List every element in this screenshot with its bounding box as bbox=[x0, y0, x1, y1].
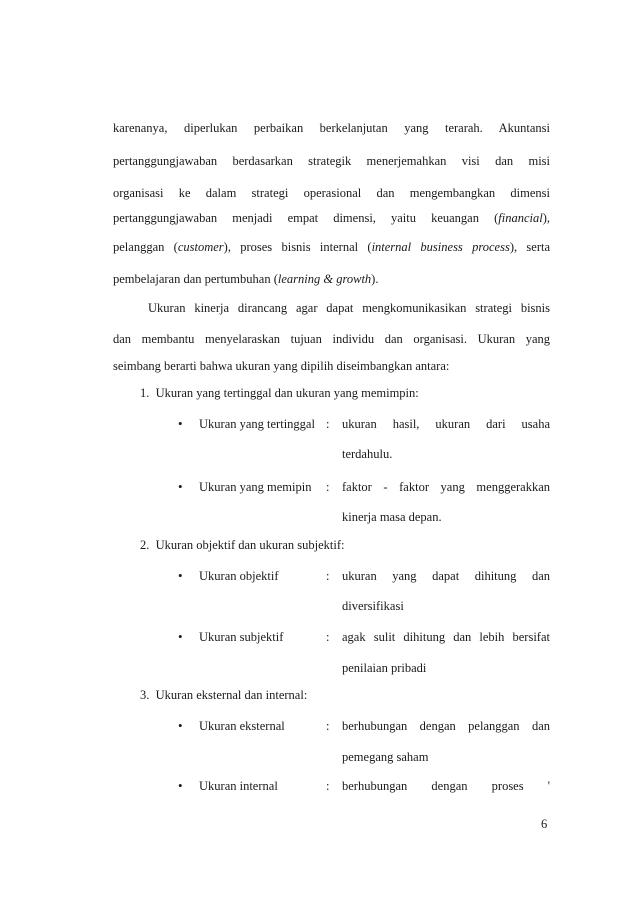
term-label: Ukuran yang memipin bbox=[199, 480, 312, 494]
italic-term: customer bbox=[177, 240, 224, 254]
list-heading: Ukuran objektif dan ukuran subjektif: bbox=[155, 538, 345, 552]
term-label: Ukuran objektif bbox=[199, 569, 279, 583]
list-number: 3. bbox=[140, 688, 150, 702]
term-description: faktor - faktor yang menggerakkan bbox=[342, 480, 550, 494]
paragraph-line bbox=[113, 208, 550, 228]
list-item bbox=[140, 685, 307, 705]
bullet-icon: • bbox=[178, 479, 183, 494]
term-description: pemegang saham bbox=[342, 750, 429, 764]
term-description: ukuran yang dapat dihitung dan bbox=[342, 569, 550, 583]
term-description: penilaian pribadi bbox=[342, 661, 427, 675]
text-span: pembelajaran dan pertumbuhan ( bbox=[113, 272, 278, 286]
term-description: agak sulit dihitung dan lebih bersifat bbox=[342, 630, 550, 644]
bullet-icon: • bbox=[178, 568, 183, 583]
term-label: Ukuran subjektif bbox=[199, 630, 284, 644]
colon: : bbox=[326, 480, 330, 494]
bullet-icon: • bbox=[178, 416, 183, 431]
term-description: ukuran hasil, ukuran dari usaha bbox=[342, 417, 550, 431]
italic-term: internal business process bbox=[371, 240, 510, 254]
paragraph-line: seimbang berarti bahwa ukuran yang dipilih diseimbangkan antara: bbox=[113, 359, 450, 373]
term-label: Ukuran eksternal bbox=[199, 719, 285, 733]
paragraph-line: karenanya, diperlukan perbaikan berkelanjutan yang terarah. Akuntansi bbox=[113, 121, 550, 135]
colon: : bbox=[326, 719, 330, 733]
text-span: ). bbox=[371, 272, 379, 286]
list-item bbox=[140, 383, 419, 403]
term-description: diversifikasi bbox=[342, 599, 404, 613]
italic-term: financial bbox=[498, 211, 543, 225]
text-span: pertanggungjawaban menjadi empat dimensi, yaitu keuangan ( bbox=[113, 211, 499, 225]
colon: : bbox=[326, 779, 330, 793]
paragraph-line: pertanggungjawaban berdasarkan strategik menerjemahkan visi dan misi bbox=[113, 154, 550, 168]
colon: : bbox=[326, 569, 330, 583]
text-span: ), bbox=[542, 211, 550, 225]
list-item bbox=[140, 535, 344, 555]
list-number: 1. bbox=[140, 386, 150, 400]
list-heading: Ukuran yang tertinggal dan ukuran yang memimpin: bbox=[155, 386, 419, 400]
term-description: berhubungan dengan proses ' bbox=[342, 779, 550, 793]
text-span: ), proses bisnis internal ( bbox=[223, 240, 372, 254]
colon: : bbox=[326, 417, 330, 431]
text-span: pelanggan ( bbox=[113, 240, 178, 254]
term-label: Ukuran internal bbox=[199, 779, 278, 793]
bullet-icon: • bbox=[178, 718, 183, 733]
term-description: berhubungan dengan pelanggan dan bbox=[342, 719, 550, 733]
bullet-icon: • bbox=[178, 629, 183, 644]
italic-term: learning & growth bbox=[277, 272, 372, 286]
paragraph-line: organisasi ke dalam strategi operasional dan mengembangkan dimensi bbox=[113, 186, 550, 200]
term-label: Ukuran yang tertinggal bbox=[199, 417, 315, 431]
paragraph-line: Ukuran kinerja dirancang agar dapat mengkomunikasikan strategi bisnis bbox=[148, 301, 550, 315]
bullet-icon: • bbox=[178, 778, 183, 793]
colon: : bbox=[326, 630, 330, 644]
paragraph-line bbox=[113, 237, 550, 257]
paragraph-line bbox=[113, 269, 550, 289]
text-span: ), serta bbox=[509, 240, 551, 254]
term-description: terdahulu. bbox=[342, 447, 393, 461]
page-number: 6 bbox=[541, 817, 548, 831]
paragraph-line: dan membantu menyelaraskan tujuan individu dan organisasi. Ukuran yang bbox=[113, 332, 550, 346]
list-heading: Ukuran eksternal dan internal: bbox=[155, 688, 308, 702]
list-number: 2. bbox=[140, 538, 150, 552]
term-description: kinerja masa depan. bbox=[342, 510, 442, 524]
